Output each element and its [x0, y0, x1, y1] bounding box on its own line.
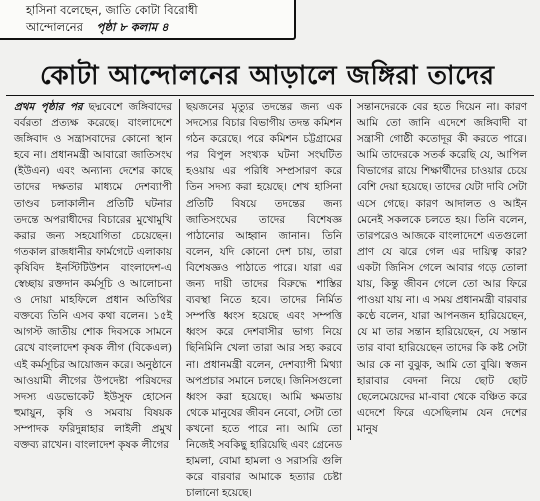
announcement-line-1: হাসিনা বলেছেন, জাতি কোটা বিরোধী — [26, 3, 198, 17]
headline-rule — [6, 95, 534, 96]
announcement-line-2 — [26, 19, 282, 36]
article-column-1 — [14, 99, 173, 451]
article-column-2 — [186, 99, 342, 500]
article-column-3 — [357, 99, 527, 440]
announcement-text: আন্দোলনের — [26, 20, 83, 34]
headline: কোটা আন্দোলনের আড়ালে জঙ্গিরা তাদের — [40, 61, 495, 91]
column-2-text: ছয়জনের মৃত্যুর তদন্তের জন্য এক সদস্যের বিচার বিভাগীয় তদন্ত কমিশন গঠন করেছে। পরে কমিশন চট্টগ্রামের পর বিপুল সংখ্যক ঘটনা সংঘটিত হওয়ায় এর পরিধি সম্প্রসারণ করে তিন সদস্য করা হয়েছে। শেখ হাসিনা প্রতিটি বিষয়ে তদন্তের জন্য জাতিসংঘের তাদের বিশেষজ্ঞ পাঠানোর আহ্বান জানান। তিনি বলেন, যদি কোনো দেশ চায়, তারা বিশেষজ্ঞও পাঠাতে পারে। যারা এর জন্য দায়ী তাদের বিরুদ্ধে শাস্তির ব্যবস্থা নিতে হবে। তাদের নির্মিত সম্পত্তি ধ্বংস হয়েছে এবং সম্পত্তি ধ্বংস করে দেশবাসীর ভাগ্য নিয়ে ছিনিমিনি খেলা তারা আর সহ্য করবে না। প্রধানমন্ত্রী বলেন, দেশব্যাপী মিথ্যা অপপ্রচার সমানে চলছে। জিনিসগুলো ধ্বংস করা হয়েছে। আমি ক্ষমতায় থেকে মানুষের জীবন নেবো, সেটা তো কখনো হতে পারে না। আমি তো নিজেই সবকিছু হারিয়েছি এবং গ্রেনেড হামলা, বোমা হামলা ও সরাসরি গুলি করে বারবার আমাকে হত্যার চেষ্টা চালানো হয়েছে। — [186, 101, 342, 500]
column-1-text: ছদ্মবেশে জঙ্গিবাদের বর্বরতা প্রত্যক্ষ করেছে। বাংলাদেশে জঙ্গিবাদ ও সন্ত্রাসবাদের কোনো স্থান হবে না। প্রধানমন্ত্রী আবারো জাতিসংঘ (ইউএন) এবং অন্যান্য দেশের কাছে তাদের দক্ষতার মাধ্যমে দেশব্যাপী তাণ্ডব চলাকালীন প্রতিটি ঘটনার তদন্তে অপরাধীদের বিচারের মুখোমুখি করার জন্য সহযোগিতা চেয়েছেন। গতকাল রাজধানীর ফার্মগেটে এলাকায় কৃষিবিদ ইনস্টিটিউশন বাংলাদেশ-এ স্বেচ্ছায় রক্তদান কর্মসূচি ও আলোচনা ও দোয়া মাহফিলে প্রধান অতিথির বক্তব্যে তিনি এসব কথা বলেন। ১৫ই আগস্ট জাতীয় শোক দিবসকে সামনে রেখে বাংলাদেশ কৃষক লীগ (বিকেএল) এই কর্মসূচির আয়োজন করে। অনুষ্ঠানে আওয়ামী লীগের উপদেষ্টা পরিষদের সদস্য এডভোকেট ইউসুফ হোসেন হুমায়ুন, কৃষি ও সমবায় বিষয়ক সম্পাদক ফরিদুন্নাহার লাইলী প্রমুখ বক্তব্য রাখেন। বাংলাদেশ কৃষক লীগের — [14, 101, 173, 451]
page-reference: পৃষ্ঠা ৮ কলাম ৪ — [96, 20, 169, 34]
announcement-box — [0, 0, 296, 40]
column-divider-2 — [350, 99, 351, 440]
continued-label: প্রথম পৃষ্ঠার পর — [14, 101, 83, 113]
column-divider-1 — [179, 99, 180, 440]
column-3-text: সন্তানদেরকে বের হতে দিয়েন না। কারণ আমি তো জানি এদেশে জঙ্গিবাদী বা সন্ত্রাসী গোষ্ঠী কতোদূর কী করতে পারে। আমি তাদেরকে সতর্ক করেছি যে, আপিল বিভাগের রায়ে শিক্ষার্থীদের চাওয়ার চেয়ে বেশি দেয়া হয়েছে। তাদের যেটা দাবি সেটা এসে গেছে। কারণ আদালত ও আইন মেনেই সকলকে চলতে হয়। তিনি বলেন, তারপরেও আজকে বাংলাদেশে এতগুলো প্রাণ যে ঝরে গেল এর দায়িত্ব কার? একটা জিনিস গেলে আবার গড়ে তোলা যায়, কিন্তু জীবন গেলে তো আর ফিরে পাওয়া যায় না। এ সময় প্রধানমন্ত্রী বারবার কণ্ঠে বলেন, যারা আপনজন হারিয়েছেন, যে মা তার সন্তান হারিয়েছেন, যে সন্তান তার বাবা হারিয়েছেন তাদের কি কষ্ট সেটা আর কে না বুঝুক, আমি তো বুঝি। স্বজন হারাবার বেদনা নিয়ে ছোট ছোট ছেলেমেয়েদের মা-বাবা থেকে বঞ্চিত করে এদেশে ফিরে এসেছিলাম যেন দেশের মানুষ — [357, 101, 527, 435]
